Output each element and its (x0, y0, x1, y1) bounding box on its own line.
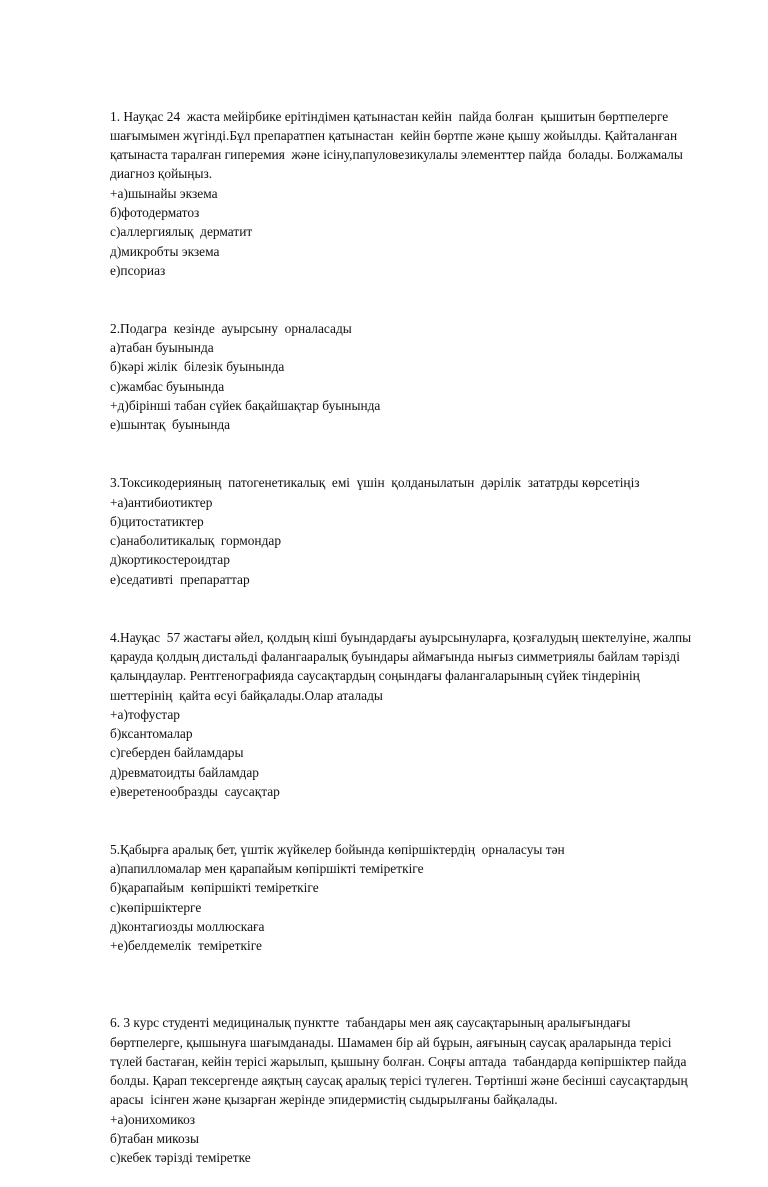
question-4-stem: 4.Науқас 57 жастағы әйел, қолдың кіші буындардағы ауырсынуларға, қозғалудың шектелуіне, жалпы қарауда қолдың дистальді фалангааралық буындары аймағында нығыз симметриялы байлам тәрізді қалыңдаулар. Рентгенографияда саусақтардың соңындағы фалангаларының сүйек тіндерінің шеттерінің қайта өсуі байқалады.Олар аталады (110, 629, 695, 703)
question-6-stem: 6. 3 курс студенті медициналық пунктте табандары мен аяқ саусақтарының аралығындағы бөртпелерге, қышынуға шағымданады. Шамамен бір ай бұрын, аяғының саусақ араларында терісі түлей бастаған, кейін терісі жарылып, қышыну болған. Соңғы аптада табандарда көпіршіктер пайда болды. Қарап тексергенде аяқтың саусақ аралық терісі түлеген. Төртінші және бесінші саусақтардың арасы ісінген және қызарған жерінде эпидермистің сыдырылғаны байқалады. (110, 1015, 692, 1108)
question-1 (110, 107, 700, 281)
question-3 (110, 473, 700, 589)
question-1-option-d: д)микробты экзема (110, 243, 220, 259)
question-6-option-c: с)кебек тәрізді теміретке (110, 1150, 251, 1166)
question-1-option-a: +а)шынайы экзема (110, 185, 218, 201)
question-6-option-b: б)табан микозы (110, 1131, 199, 1147)
question-3-option-d: д)кортикостероидтар (110, 552, 230, 568)
question-5-option-a: а)папилломалар мен қарапайым көпіршікті теміреткіге (110, 861, 424, 877)
question-2-option-d: +д)бірінші табан сүйек бақайшақтар буынында (110, 398, 381, 414)
question-4-option-a: +а)тофустар (110, 706, 180, 722)
question-2-option-e: е)шынтақ буынында (110, 417, 231, 433)
question-5-option-b: б)қарапайым көпіршікті теміреткіге (110, 880, 319, 896)
question-4 (110, 628, 700, 802)
question-5-option-c: с)көпіршіктерге (110, 899, 202, 915)
question-3-stem: 3.Токсикодерияның патогенетикалық емі үшін қолданылатын дәрілік зататрды көрсетіңіз (110, 475, 640, 491)
question-4-option-c: с)геберден байламдары (110, 745, 244, 761)
question-3-option-b: б)цитостатиктер (110, 513, 204, 529)
question-1-option-e: е)псориаз (110, 262, 166, 278)
question-1-option-b: б)фотодерматоз (110, 205, 200, 221)
question-6-option-a: +а)онихомикоз (110, 1111, 196, 1127)
question-5-option-d: д)контагиозды моллюскаға (110, 919, 265, 935)
question-4-option-d: д)ревматоидты байламдар (110, 764, 260, 780)
question-1-option-c: с)аллергиялық дерматит (110, 224, 253, 240)
question-4-option-b: б)ксантомалар (110, 726, 193, 742)
question-4-option-e: е)веретенообразды саусақтар (110, 783, 280, 799)
question-2-option-b: б)кәрі жілік білезік буынында (110, 359, 285, 375)
question-5 (110, 840, 700, 956)
question-1-stem: 1. Науқас 24 жаста мейірбике ерітіндімен қатынастан кейін пайда болған қышитын бөртпелерге шағымымен жүгінді.Бұл препаратпен қатынастан кейін бөртпе және қышу жойылды. Қайталанған қатынаста таралған гиперемия және ісіну,папуловезикулалы элементтер пайда болады. Болжамалы диагноз қойыңыз. (110, 108, 687, 182)
question-2-option-a: а)табан буынында (110, 340, 214, 356)
question-5-option-e: +е)белдемелік теміреткіге (110, 938, 262, 954)
question-2-stem: 2.Подагра кезінде ауырсыну орналасады (110, 320, 352, 336)
question-3-option-a: +а)антибиотиктер (110, 494, 213, 510)
question-5-stem: 5.Қабырға аралық бет, үштік жүйкелер бойында көпіршіктердің орналасуы тән (110, 841, 565, 857)
document-page (110, 68, 700, 1187)
question-6 (110, 1013, 700, 1167)
question-2-option-c: с)жамбас буынында (110, 378, 225, 394)
question-2 (110, 319, 700, 435)
question-3-option-e: е)седативті препараттар (110, 571, 250, 587)
question-3-option-c: с)анаболитикалық гормондар (110, 533, 282, 549)
